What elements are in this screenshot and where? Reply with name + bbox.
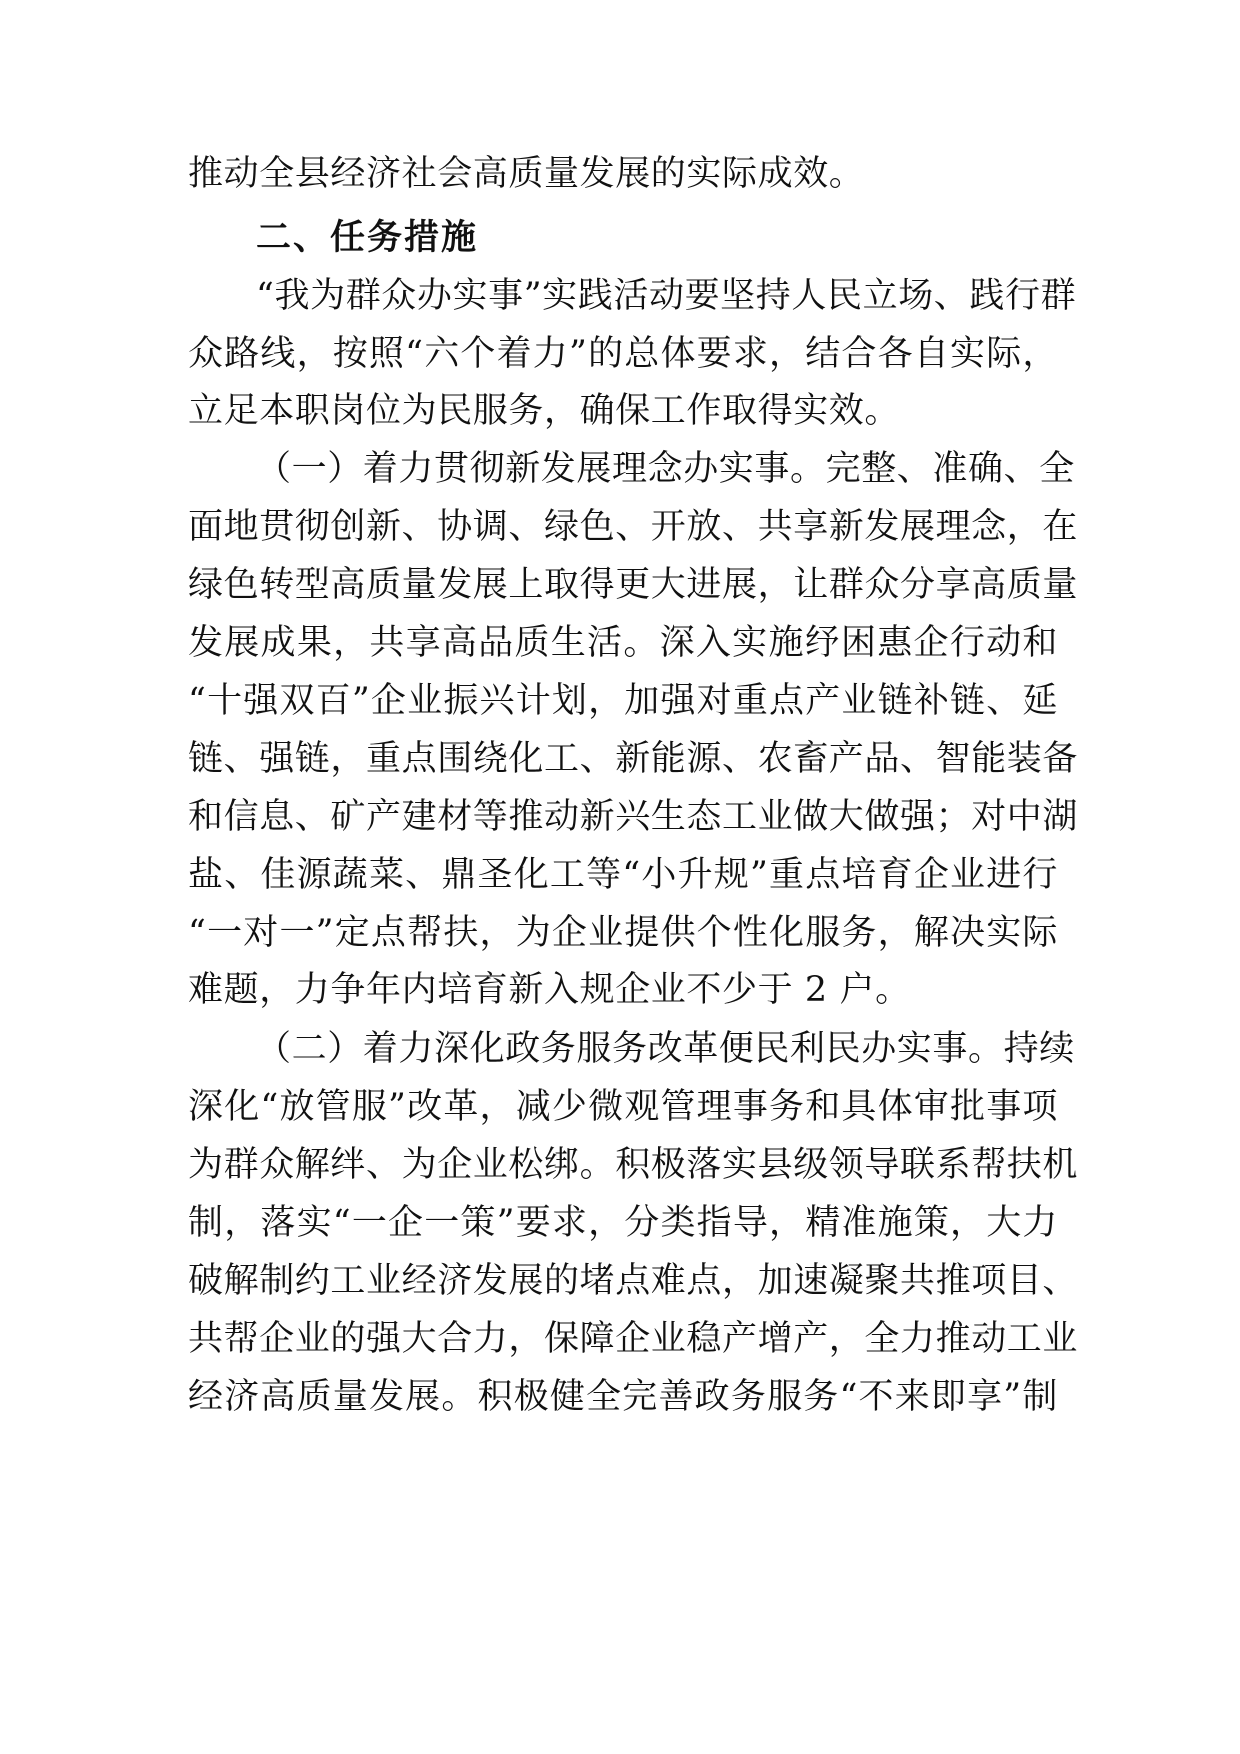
paragraph-heading-line: （一）着力贯彻新发展理念办实事。完整、准确、全 <box>256 449 1075 489</box>
text-line: 立足本职岗位为民服务，确保工作取得实效。 <box>188 391 901 431</box>
text-line: 推动全县经济社会高质量发展的实际成效。 <box>188 154 865 194</box>
text-line: 共帮企业的强大合力，保障企业稳产增产，全力推动工业 <box>188 1319 1079 1359</box>
text-line: 破解制约工业经济发展的堵点难点，加速凝聚共推项目、 <box>188 1261 1079 1301</box>
text-line: 深化“放管服”改革，减少微观管理事务和具体审批事项 <box>188 1087 1058 1127</box>
text-line: 制，落实“一企一策”要求，分类指导，精准施策，大力 <box>188 1203 1058 1243</box>
text-line: 为群众解绊、为企业松绑。积极落实县级领导联系帮扶机 <box>188 1145 1079 1185</box>
text-line: 难题，力争年内培育新入规企业不少于 2 户。 <box>188 970 911 1010</box>
paragraph-heading-line: （二）着力深化政务服务改革便民利民办实事。持续 <box>256 1029 1075 1069</box>
text-line: 面地贯彻创新、协调、绿色、开放、共享新发展理念，在 <box>188 507 1079 547</box>
text-line: 众路线，按照“六个着力”的总体要求，结合各自实际， <box>188 334 1058 374</box>
text-line: 盐、佳源蔬菜、鼎圣化工等“小升规”重点培育企业进行 <box>188 855 1058 895</box>
text-line: “我为群众办实事”实践活动要坚持人民立场、践行群 <box>256 276 1077 316</box>
section-heading: 二、任务措施 <box>256 218 479 258</box>
text-line: “十强双百”企业振兴计划，加强对重点产业链补链、延 <box>188 681 1058 721</box>
text-line: 和信息、矿产建材等推动新兴生态工业做大做强；对中湖 <box>188 797 1079 837</box>
text-line: “一对一”定点帮扶，为企业提供个性化服务，解决实际 <box>188 913 1058 953</box>
text-line: 绿色转型高质量发展上取得更大进展，让群众分享高质量 <box>188 565 1079 605</box>
text-line: 经济高质量发展。积极健全完善政务服务“不来即享”制 <box>188 1377 1058 1417</box>
text-line: 发展成果，共享高品质生活。深入实施纾困惠企行动和 <box>188 623 1058 663</box>
text-line: 链、强链，重点围绕化工、新能源、农畜产品、智能装备 <box>188 739 1079 779</box>
